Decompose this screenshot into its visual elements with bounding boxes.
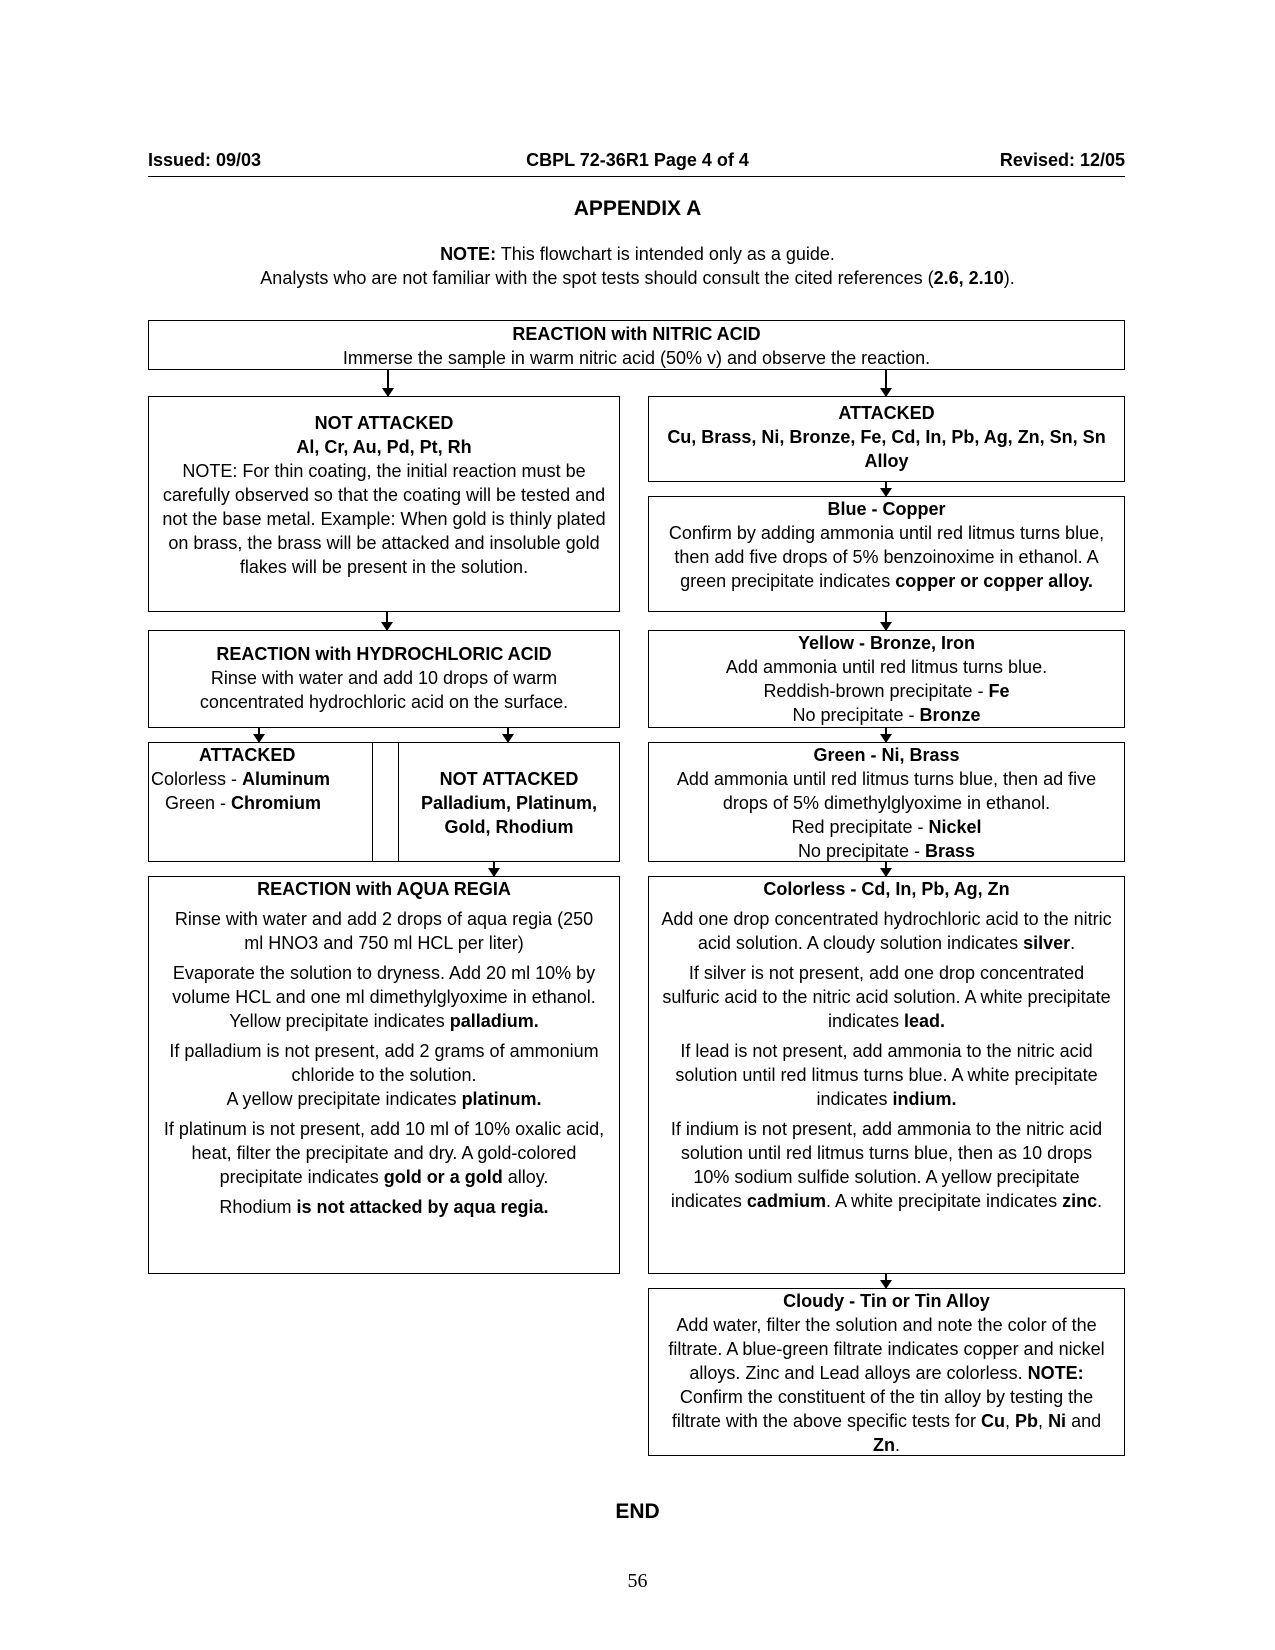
chromium-result: Green - Chromium <box>165 793 322 813</box>
hcl-attacked-box <box>148 742 373 862</box>
page-title: APPENDIX A <box>573 197 702 220</box>
arrow-to-not-attacked <box>387 370 389 396</box>
rhodium-result: Rhodium is not attacked by aqua regia. <box>219 1197 549 1217</box>
blue-copper-box <box>648 496 1125 612</box>
note-line-1: NOTE: This flowchart is intended only as a guide. <box>440 244 835 264</box>
nitric-acid-box <box>148 320 1125 370</box>
arrow-to-blue <box>885 482 887 496</box>
blue-copper-title: Blue - Copper <box>827 499 946 519</box>
end-label: END <box>615 1500 660 1523</box>
green-brass-result: No precipitate - Brass <box>797 841 976 861</box>
arrow-to-hcl-not-attacked <box>507 728 509 742</box>
arrow-to-green <box>885 728 887 742</box>
not-attacked-title: NOT ATTACKED <box>314 413 454 433</box>
page-number: 56 <box>627 1570 648 1592</box>
issued-date: Issued: 09/03 <box>148 150 262 170</box>
cloudy-title: Cloudy - Tin or Tin Alloy <box>783 1291 990 1311</box>
green-title: Green - Ni, Brass <box>813 745 960 765</box>
aqua-regia-step-1: Rinse with water and add 2 drops of aqua regia (250 ml HNO3 and 750 ml HCL per liter) <box>174 909 594 953</box>
yellow-bronze-iron-box <box>648 630 1125 728</box>
attacked-title: ATTACKED <box>838 403 935 423</box>
green-ni-brass-box <box>648 742 1125 862</box>
green-nickel-result: Red precipitate - Nickel <box>791 817 982 837</box>
lead-test: If silver is not present, add one drop concentrated sulfuric acid to the nitric acid solution. A white precipitate indicates lead. <box>662 963 1111 1031</box>
hcl-attacked-title: ATTACKED <box>199 745 296 765</box>
cadmium-zinc-test: If indium is not present, add ammonia to the nitric acid solution until red litmus turns blue, then as 10 drops 10% sodium sulfide solution. A yellow precipitate indicates cadmium. A white precipitate indicates zinc. <box>670 1119 1103 1211</box>
arrow-to-hcl-attacked <box>258 728 260 742</box>
nitric-acid-text: Immerse the sample in warm nitric acid (50% v) and observe the reaction. <box>342 348 931 368</box>
document-reference: CBPL 72-36R1 Page 4 of 4 <box>526 150 749 170</box>
revised-date: Revised: 12/05 <box>999 150 1125 170</box>
not-attacked-metals: Al, Cr, Au, Pd, Pt, Rh <box>296 437 472 457</box>
cloudy-tin-box <box>648 1288 1125 1456</box>
hydrochloric-acid-text: Rinse with water and add 10 drops of warm concentrated hydrochloric acid on the surface. <box>199 668 569 712</box>
aqua-regia-title: REACTION with AQUA REGIA <box>257 879 511 899</box>
aluminum-result: Colorless - Aluminum <box>151 769 331 789</box>
connector-spacer <box>372 742 399 862</box>
arrow-to-yellow <box>885 612 887 630</box>
yellow-title: Yellow - Bronze, Iron <box>797 633 976 653</box>
gold-result: If platinum is not present, add 10 ml of 10% oxalic acid, heat, filter the precipitate and dry. A gold-colored precipitate indicates gold or a gold alloy. <box>163 1119 605 1187</box>
aqua-regia-step-3: If palladium is not present, add 2 grams of ammonium chloride to the solution. <box>169 1041 599 1085</box>
hcl-not-attacked-box <box>398 742 620 862</box>
arrow-to-cloudy <box>885 1274 887 1288</box>
platinum-result: A yellow precipitate indicates platinum. <box>226 1089 542 1109</box>
header-rule <box>148 176 1125 177</box>
blue-copper-text: Confirm by adding ammonia until red litmus turns blue, then add five drops of 5% benzoinoxime in ethanol. A green precipitate indicates copper or copper alloy. <box>668 523 1105 591</box>
arrow-to-aqua-regia <box>493 862 495 876</box>
palladium-result: Yellow precipitate indicates palladium. <box>229 1011 539 1031</box>
yellow-text: Add ammonia until red litmus turns blue. <box>725 657 1048 677</box>
arrow-to-hcl <box>386 612 388 630</box>
hcl-not-attacked-metals: Palladium, Platinum, Gold, Rhodium <box>420 793 598 837</box>
green-text: Add ammonia until red litmus turns blue, then ad five drops of 5% dimethylglyoxime in ethanol. <box>676 769 1097 813</box>
attacked-box <box>648 396 1125 482</box>
not-attacked-note: NOTE: For thin coating, the initial reaction must be carefully observed so that the coating will be tested and not the base metal. Example: When gold is thinly plated on brass, the brass will be attacked and insoluble gold flakes will be present in the solution. <box>162 461 606 577</box>
hydrochloric-acid-box <box>148 630 620 728</box>
hcl-not-attacked-title: NOT ATTACKED <box>439 769 579 789</box>
yellow-bronze-result: No precipitate - Bronze <box>792 705 981 725</box>
aqua-regia-step-2: Evaporate the solution to dryness. Add 20 ml 10% by volume HCL and one ml dimethylglyoxime in ethanol. <box>172 963 596 1007</box>
silver-test: Add one drop concentrated hydrochloric acid to the nitric acid solution. A cloudy solution indicates silver. <box>661 909 1112 953</box>
note-line-2: Analysts who are not familiar with the spot tests should consult the cited references (2.6, 2.10). <box>260 268 1015 288</box>
arrow-to-colorless <box>885 862 887 876</box>
colorless-title: Colorless - Cd, In, Pb, Ag, Zn <box>763 879 1010 899</box>
cloudy-text: Add water, filter the solution and note the color of the filtrate. A blue-green filtrate indicates copper and nickel alloys. Zinc and Lead alloys are colorless. NOTE: Confirm the constituent of the tin alloy by testing the filtrate with the above specific tests for Cu, Pb, Ni and Zn. <box>668 1315 1105 1455</box>
aqua-regia-box <box>148 876 620 1274</box>
not-attacked-box <box>148 396 620 612</box>
colorless-box <box>648 876 1125 1274</box>
hydrochloric-acid-title: REACTION with HYDROCHLORIC ACID <box>216 644 552 664</box>
indium-test: If lead is not present, add ammonia to the nitric acid solution until red litmus turns blue. A white precipitate indicates indium. <box>675 1041 1098 1109</box>
nitric-acid-title: REACTION with NITRIC ACID <box>512 324 761 344</box>
arrow-to-attacked <box>885 370 887 396</box>
yellow-iron-result: Reddish-brown precipitate - Fe <box>763 681 1010 701</box>
attacked-metals: Cu, Brass, Ni, Bronze, Fe, Cd, In, Pb, Ag, Zn, Sn, Sn Alloy <box>667 427 1106 471</box>
